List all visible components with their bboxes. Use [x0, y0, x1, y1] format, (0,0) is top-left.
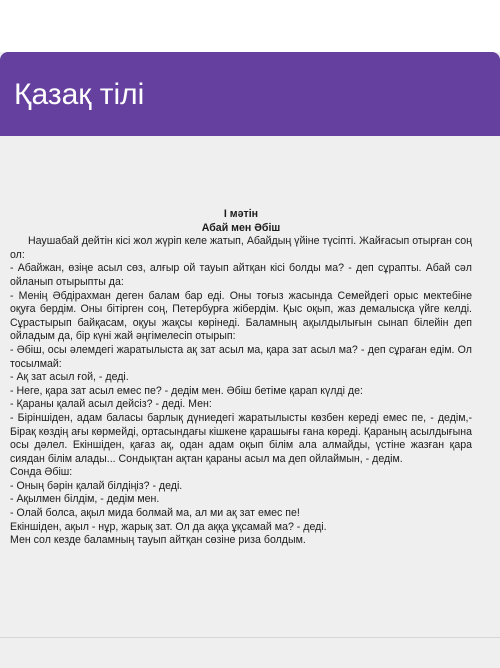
paragraph: - Неге, қара зат асыл емес пе? - дедім мен. Әбіш бетіме қарап күлді де:	[10, 384, 363, 397]
text-label: І мәтін	[223, 208, 259, 220]
paragraph: Мен сол кезде баламның тауып айтқан сөзіне риза болдым.	[10, 534, 306, 547]
paragraph: Сонда Әбіш:	[10, 466, 73, 479]
divider	[0, 637, 500, 638]
paragraph: - Ақ зат асыл ғой, - деді.	[10, 371, 129, 384]
paragraph: Екіншіден, ақыл - нұр, жарық зат. Ол да аққа ұқсамай ма? - деді.	[10, 520, 327, 533]
text-heading: Абай мен Әбіш	[201, 221, 281, 234]
paragraph: - Олай болса, ақыл мида болмай ма, ал ми ақ зат емес пе!	[10, 507, 300, 520]
top-margin	[0, 0, 500, 52]
paragraph: Наушабай дейтін кісі жол жүріп келе жатып, Абайдың үйіне түсіпті. Жайғасып отырған соң ол:	[10, 235, 472, 261]
paragraph: - Ақылмен білдім, - дедім мен.	[10, 493, 160, 506]
paragraph: - Оның бәрін қалай білдіңіз? - деді.	[10, 479, 183, 492]
paragraph: - Менің Әбдірахман деген балам бар еді. Оны тоғыз жасында Семейдегі орыс мектебіне оқуға бердім. Оны бітірген соң, Петербурға жібердім. Қыс оқып, жаз демалысқа үйге келді. Сұрастырып байқасам, оқуы жақсы көрінеді. Баламның ақылдылығын сынап білейін деп ойладым да, бір күні жай әңгімелесіп отырып:	[10, 289, 472, 343]
page-title: Қазақ тілі	[14, 78, 145, 111]
paragraph: - Абайжан, өзіңе асыл сөз, алғыр ой тауып айтқан кісі болды ма? - деп сұрапты. Абай сәл ойланып отырыпты да:	[10, 262, 472, 288]
paragraph: - Қараны қалай асыл дейсіз? - деді. Мен:	[10, 398, 212, 411]
document-image	[10, 208, 472, 548]
paragraph: - Әбіш, осы әлемдегі жаратылыста ақ зат асыл ма, қара зат асыл ма? - деп сұраған едім. Ол тосылмай:	[10, 343, 472, 370]
paragraph: - Біріншіден, адам баласы барлық дүниедегі жаратылысты көзбен кереді емес пе, - дедім,- Бірақ көздің ағы көрмейді, ортасындағы кішкене қарашығы ғана көреді. Қараның асылдығына осы дәлел. Екіншіден, қағаз ақ, одан адам оқып білім ала алмайды, үстіне жазған қара сиядан білім алады... Сондықтан ақтан қараны асыл ма деп ойлаймын, - дедім.	[10, 411, 472, 465]
